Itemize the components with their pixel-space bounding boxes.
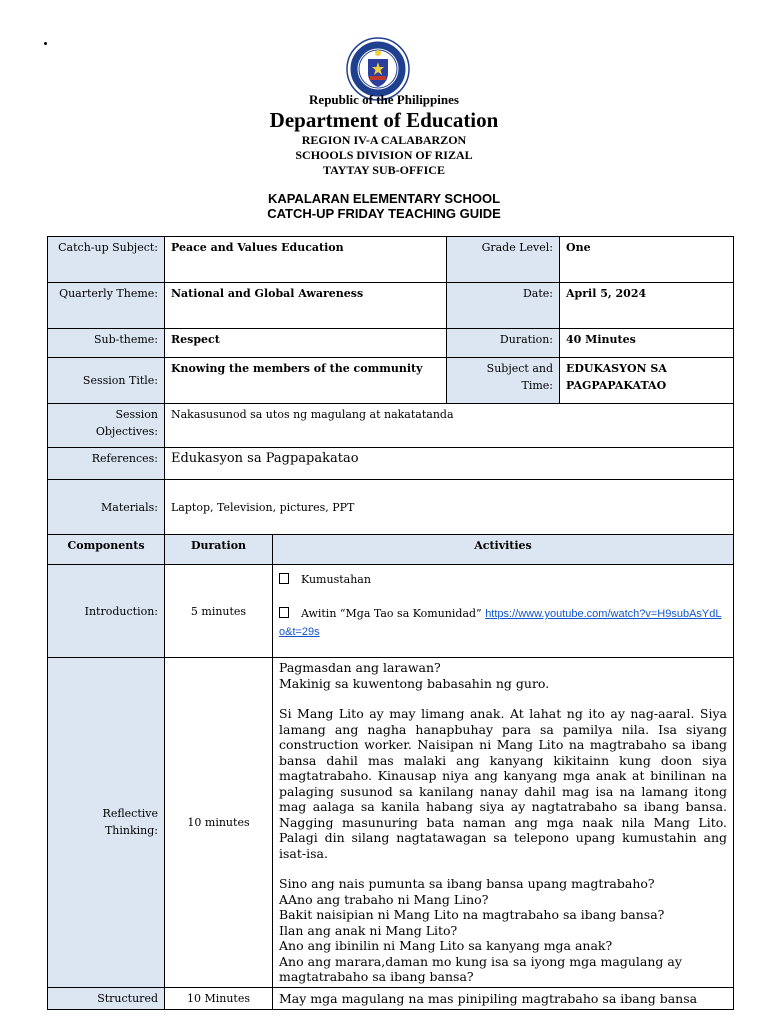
header-office: TAYTAY SUB-OFFICE [323, 163, 445, 177]
col-duration: Duration [165, 535, 273, 565]
question-3: Bakit naisipian ni Mang Lito na magtrabaho sa ibang bansa? [279, 907, 665, 922]
objectives-label: Session Objectives: [48, 404, 165, 448]
checkbox-icon [279, 573, 289, 584]
structured-text: May mga magulang na mas pinipiling magtrabaho sa ibang bansa [273, 987, 734, 1009]
guide-title: CATCH-UP FRIDAY TEACHING GUIDE [267, 206, 501, 221]
subject-time-label: Subject and Time: [447, 358, 560, 404]
col-components: Components [48, 535, 165, 565]
question-1: Sino ang nais pumunta sa ibang bansa upang magtrabaho? [279, 876, 655, 891]
structured-label: Structured [48, 987, 165, 1009]
date-label: Date: [447, 283, 560, 329]
reflective-label: Reflective Thinking: [48, 658, 165, 988]
reflective-duration: 10 minutes [165, 658, 273, 988]
subtheme-value: Respect [165, 329, 447, 358]
stray-dot [44, 42, 47, 45]
components-table [47, 534, 734, 1010]
theme-label: Quarterly Theme: [48, 283, 165, 329]
materials-value: Laptop, Television, pictures, PPT [165, 480, 734, 535]
header-department: Department of Education [269, 108, 499, 132]
subtheme-label: Sub-theme: [48, 329, 165, 358]
session-info-table [47, 236, 734, 535]
reflective-activities [273, 658, 734, 988]
grade-label: Grade Level: [447, 237, 560, 283]
duration-value: 40 Minutes [560, 329, 734, 358]
date-value: April 5, 2024 [560, 283, 734, 329]
intro-item-song: Awitin “Mga Tao sa Komunidad” https://www.youtube.com/watch?v=H9subAsYdLo&t=29s [279, 607, 722, 638]
reflective-instruction-1: Pagmasdan ang larawan? [279, 660, 441, 675]
session-title-value: Knowing the members of the community [165, 358, 447, 404]
story-paragraph: Si Mang Lito ay may limang anak. At lahat ng ito ay nag-aaral. Siya lamang ang nagha hanapbuhay para sa pamilya nila. Isa siyang construction worker. Naisipan ni Mang Lito na magtrabaho sa ibang bansa dahil mas malaki ang kanyang kikitainn kung doon siya magtatrabaho. Kinausap niya ang kanyang mga anak at binilinan na palaging susunod sa kanilang nanay dahil mag isa na lamang itong mag aalaga sa kanila habang siya ay nagtatrabaho sa ibang bansa. Nagging masunuring bata naman ang mga naak nila Mang Lito. Palagi din silang nagtatawagan sa telepono upang kumustahin ang isat-isa. [279, 706, 727, 861]
grade-value: One [560, 237, 734, 283]
intro-item-kumustahan: Kumustahan [279, 571, 727, 588]
subject-value: Peace and Values Education [165, 237, 447, 283]
theme-value: National and Global Awareness [165, 283, 447, 329]
checkbox-icon [279, 607, 289, 618]
question-6: Ano ang marara,daman mo kung isa sa iyong mga magulang ay magtatrabaho sa ibang bansa? [279, 953, 682, 984]
subject-label: Catch-up Subject: [48, 237, 165, 283]
references-label: References: [48, 448, 165, 480]
question-5: Ano ang ibinilin ni Mang Lito sa kanyang mga anak? [279, 938, 613, 953]
duration-label: Duration: [447, 329, 560, 358]
intro-activities [273, 565, 734, 658]
reflective-instruction-2: Makinig sa kuwentong babasahin ng guro. [279, 675, 550, 691]
session-title-label: Session Title: [48, 358, 165, 404]
youtube-link[interactable]: https://www.youtube.com/watch?v=H9subAsYdLo&t=29s [279, 608, 722, 638]
header-region: REGION IV-A CALABARZON [301, 133, 467, 147]
school-name: KAPALARAN ELEMENTARY SCHOOL [267, 191, 501, 206]
header-division: SCHOOLS DIVISION OF RIZAL [295, 148, 473, 162]
references-value: Edukasyon sa Pagpapakatao [165, 448, 734, 480]
header-republic: Republic of the Philippines [309, 92, 459, 107]
materials-label: Materials: [48, 480, 165, 535]
subject-time-value: EDUKASYON SA PAGPAPAKATAO [560, 358, 734, 404]
intro-duration: 5 minutes [165, 565, 273, 658]
structured-duration: 10 Minutes [165, 987, 273, 1009]
objectives-value: Nakasusunod sa utos ng magulang at nakatatanda [165, 404, 734, 448]
question-4: Ilan ang anak ni Mang Lito? [279, 922, 458, 938]
intro-label: Introduction: [48, 565, 165, 658]
col-activities: Activities [273, 535, 734, 565]
question-2: AAno ang trabaho ni Mang Lino? [279, 891, 489, 907]
